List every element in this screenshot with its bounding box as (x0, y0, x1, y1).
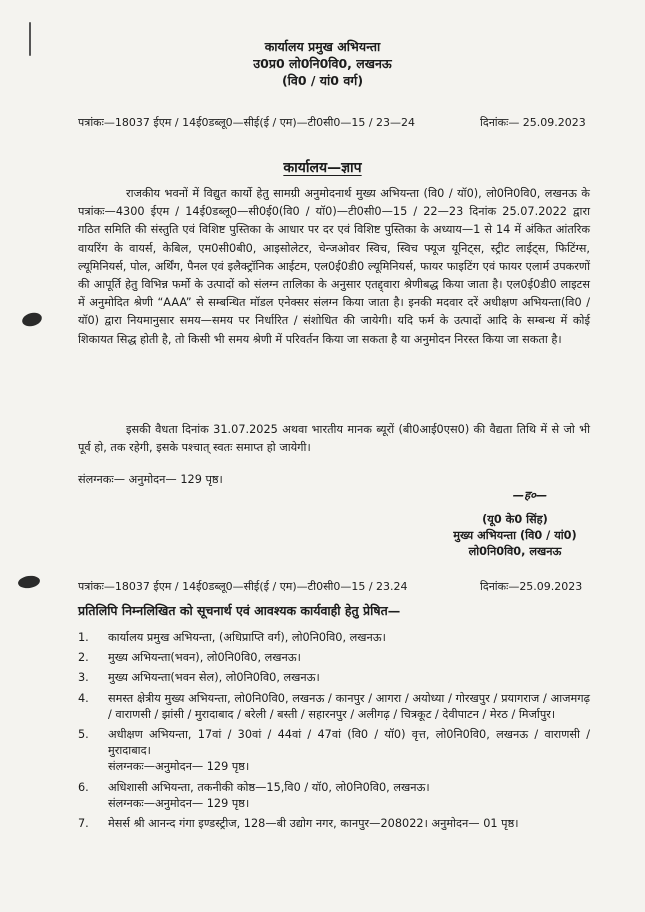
recipient-enclosure: संलग्नकः—अनुमोदन— 129 पृष्ठ। (108, 796, 250, 810)
recipient-text: मुख्य अभियन्ता(भवन), लो0नि0वि0, लखनऊ। (108, 651, 301, 665)
copy-to-heading: प्रतिलिपि निम्नलिखित को सूचनार्थ एवं आवश्यक कार्यवाही हेतु प्रेषित— (78, 603, 401, 618)
recipient-text: अधीक्षण अभियन्ता, 17वां / 30वां / 44वां / 47वां (वि0 / यॉ0) वृत्त, लो0नि0वि0, लखनऊ / वाराणसी / मुरादाबाद। (108, 728, 590, 758)
copy-recipient-item (78, 630, 590, 646)
signature-mark: —ह०— (512, 489, 548, 502)
memo-title: कार्यालय—ज्ञाप (283, 160, 362, 176)
list-number: 7. (78, 817, 89, 831)
office-header (0, 38, 645, 89)
reference-number: पत्रांकः—18037 ईएम / 14ई0डब्लू0—सीई(ई / एम)—टी0सी0—15 / 23—24 (78, 116, 416, 129)
margin-ink-blot (17, 575, 40, 590)
recipient-text: अधिशासी अभियन्ता, तकनीकी कोष्ठ—15,वि0 / यॉ0, लो0नि0वि0, लखनऊ। (108, 780, 430, 794)
copy-recipient-list (78, 630, 590, 836)
copy-reference-date: दिनांकः—25.09.2023 (480, 580, 583, 593)
recipient-text: समस्त क्षेत्रीय मुख्य अभियन्ता, लो0नि0वि0, लखनऊ / कानपुर / आगरा / अयोध्या / गोरखपुर / प्रयागराज / आजमगढ़ / वाराणसी / झांसी / मुरादाबाद / बरेली / बस्ती / सहारनपुर / अलीगढ़ / चित्रकूट / देवीपाटन / मेरठ / मिर्जापुर। (108, 691, 590, 721)
recipient-enclosure: संलग्नकः—अनुमोदन— 129 पृष्ठ। (108, 760, 250, 774)
margin-ink-blot (21, 311, 44, 329)
copy-recipient-item (78, 816, 590, 832)
recipient-text: मुख्य अभियन्ता(भवन सेल), लो0नि0वि0, लखनऊ। (108, 671, 320, 685)
reference-date: दिनांकः— 25.09.2023 (480, 116, 586, 129)
copy-reference-number: पत्रांकः—18037 ईएम / 14ई0डब्लू0—सीई(ई / एम)—टी0सी0—15 / 23.24 (78, 580, 408, 593)
validity-paragraph: इसकी वैधता दिनांक 31.07.2025 अथवा भारतीय मानक ब्यूरों (बी0आई0एस0) की वैद्यता तिथि में से जो भी पूर्व हो, तक रहेगी, इसके पश्चात् स्वतः समाप्त हो जायेगी। (78, 423, 590, 455)
copy-recipient-item (78, 650, 590, 666)
recipient-text: मेसर्स श्री आनन्द गंगा इण्डस्ट्रीज, 128—बी उद्योग नगर, कानपुर—208022। अनुमोदन— 01 पृष्ठ। (108, 817, 519, 831)
signatory-name: (यू0 के0 सिंह) (482, 513, 548, 526)
list-number: 6. (78, 780, 89, 794)
copy-recipient-item (78, 727, 590, 776)
copy-recipient-item (78, 780, 590, 812)
list-number: 1. (78, 631, 89, 644)
signature-block (430, 488, 600, 560)
signatory-designation: मुख्य अभियन्ता (वि0 / यां0) (453, 529, 577, 542)
enclosure-note: संलग्नकः— अनुमोदन— 129 पृष्ठ। (78, 473, 223, 486)
memo-body-paragraph: राजकीय भवनों में विद्युत कार्यो हेतु सामग्री अनुमोदनार्थ मुख्य अभियन्ता (वि0 / यॉ0), लो0नि0वि0, लखनऊ के पत्रांकः—4300 ईएम / 14ई0डब्लू0—सी0ई0(वि0 / यॉ0)—टी0सी0—15 / 22—23 दिनांक 25.07.2022 द्वारा गठित समिति की संस्तुति एवं विशिष्ट पुस्तिका के आधार पर दर एवं विशिष्ट पुस्तिका के अध्याय—1 से 14 में अंकित आंतरिक वायरिंग के वायर्स, केबिल, एम0सी0बी0, आइसोलेटर, चेन्जओवर स्विच, स्विच फ्यूज यूनिट्स, स्ट्रीट लाईट्स, फिटिंग्स, ल्यूमिनियर्स, पोल, अर्थिंग, पैनल एवं इलैक्ट्रॉनिक आईटम, एल0ई0डी0 ल्यूमिनियर्स, फायर फाइटिंग एवं फायर एलार्म उपकरणों की आपूर्ति हेतु विभिन्न फर्मो के उत्पादों को संलग्न तालिका के अनुसार एतद्द्वारा श्रेणीबद्ध किया जाता है। एल0ई0डी0 लाइटस में अनुमोदित श्रेणी “AAA” से सम्बन्धित मॉडल एनेक्सर संलग्न किया जाता है। इनकी मदवार दरें अधीक्षण अभियन्ता(वि0 / यॉ0) द्वारा नियमानुसार समय—समय पर निर्धारित / संशोधित की जायेगी। यदि फर्म के उत्पादों आदि के सम्बन्ध में कोई शिकायत सिद्ध होती है, तो किसी भी समय श्रेणी में परिवर्तन किया जा सकता है या अनुमोदन निरस्त किया जा सकता है। (78, 187, 590, 346)
list-number: 2. (78, 651, 89, 665)
header-department: उ0प्र0 लो0नि0वि0, लखनऊ (253, 56, 392, 71)
copy-recipient-item (78, 670, 590, 686)
signatory-office: लो0नि0वि0, लखनऊ (468, 545, 562, 558)
list-number: 3. (78, 671, 89, 685)
header-wing: (वि0 / यां0 वर्ग) (281, 73, 364, 88)
header-office-name: कार्यालय प्रमुख अभियन्ता (264, 39, 381, 54)
list-number: 5. (78, 728, 89, 742)
copy-recipient-item (78, 691, 590, 723)
list-number: 4. (78, 691, 89, 705)
recipient-text: कार्यालय प्रमुख अभियन्ता, (अधिप्राप्ति वर्ग), लो0नि0वि0, लखनऊ। (108, 631, 386, 644)
